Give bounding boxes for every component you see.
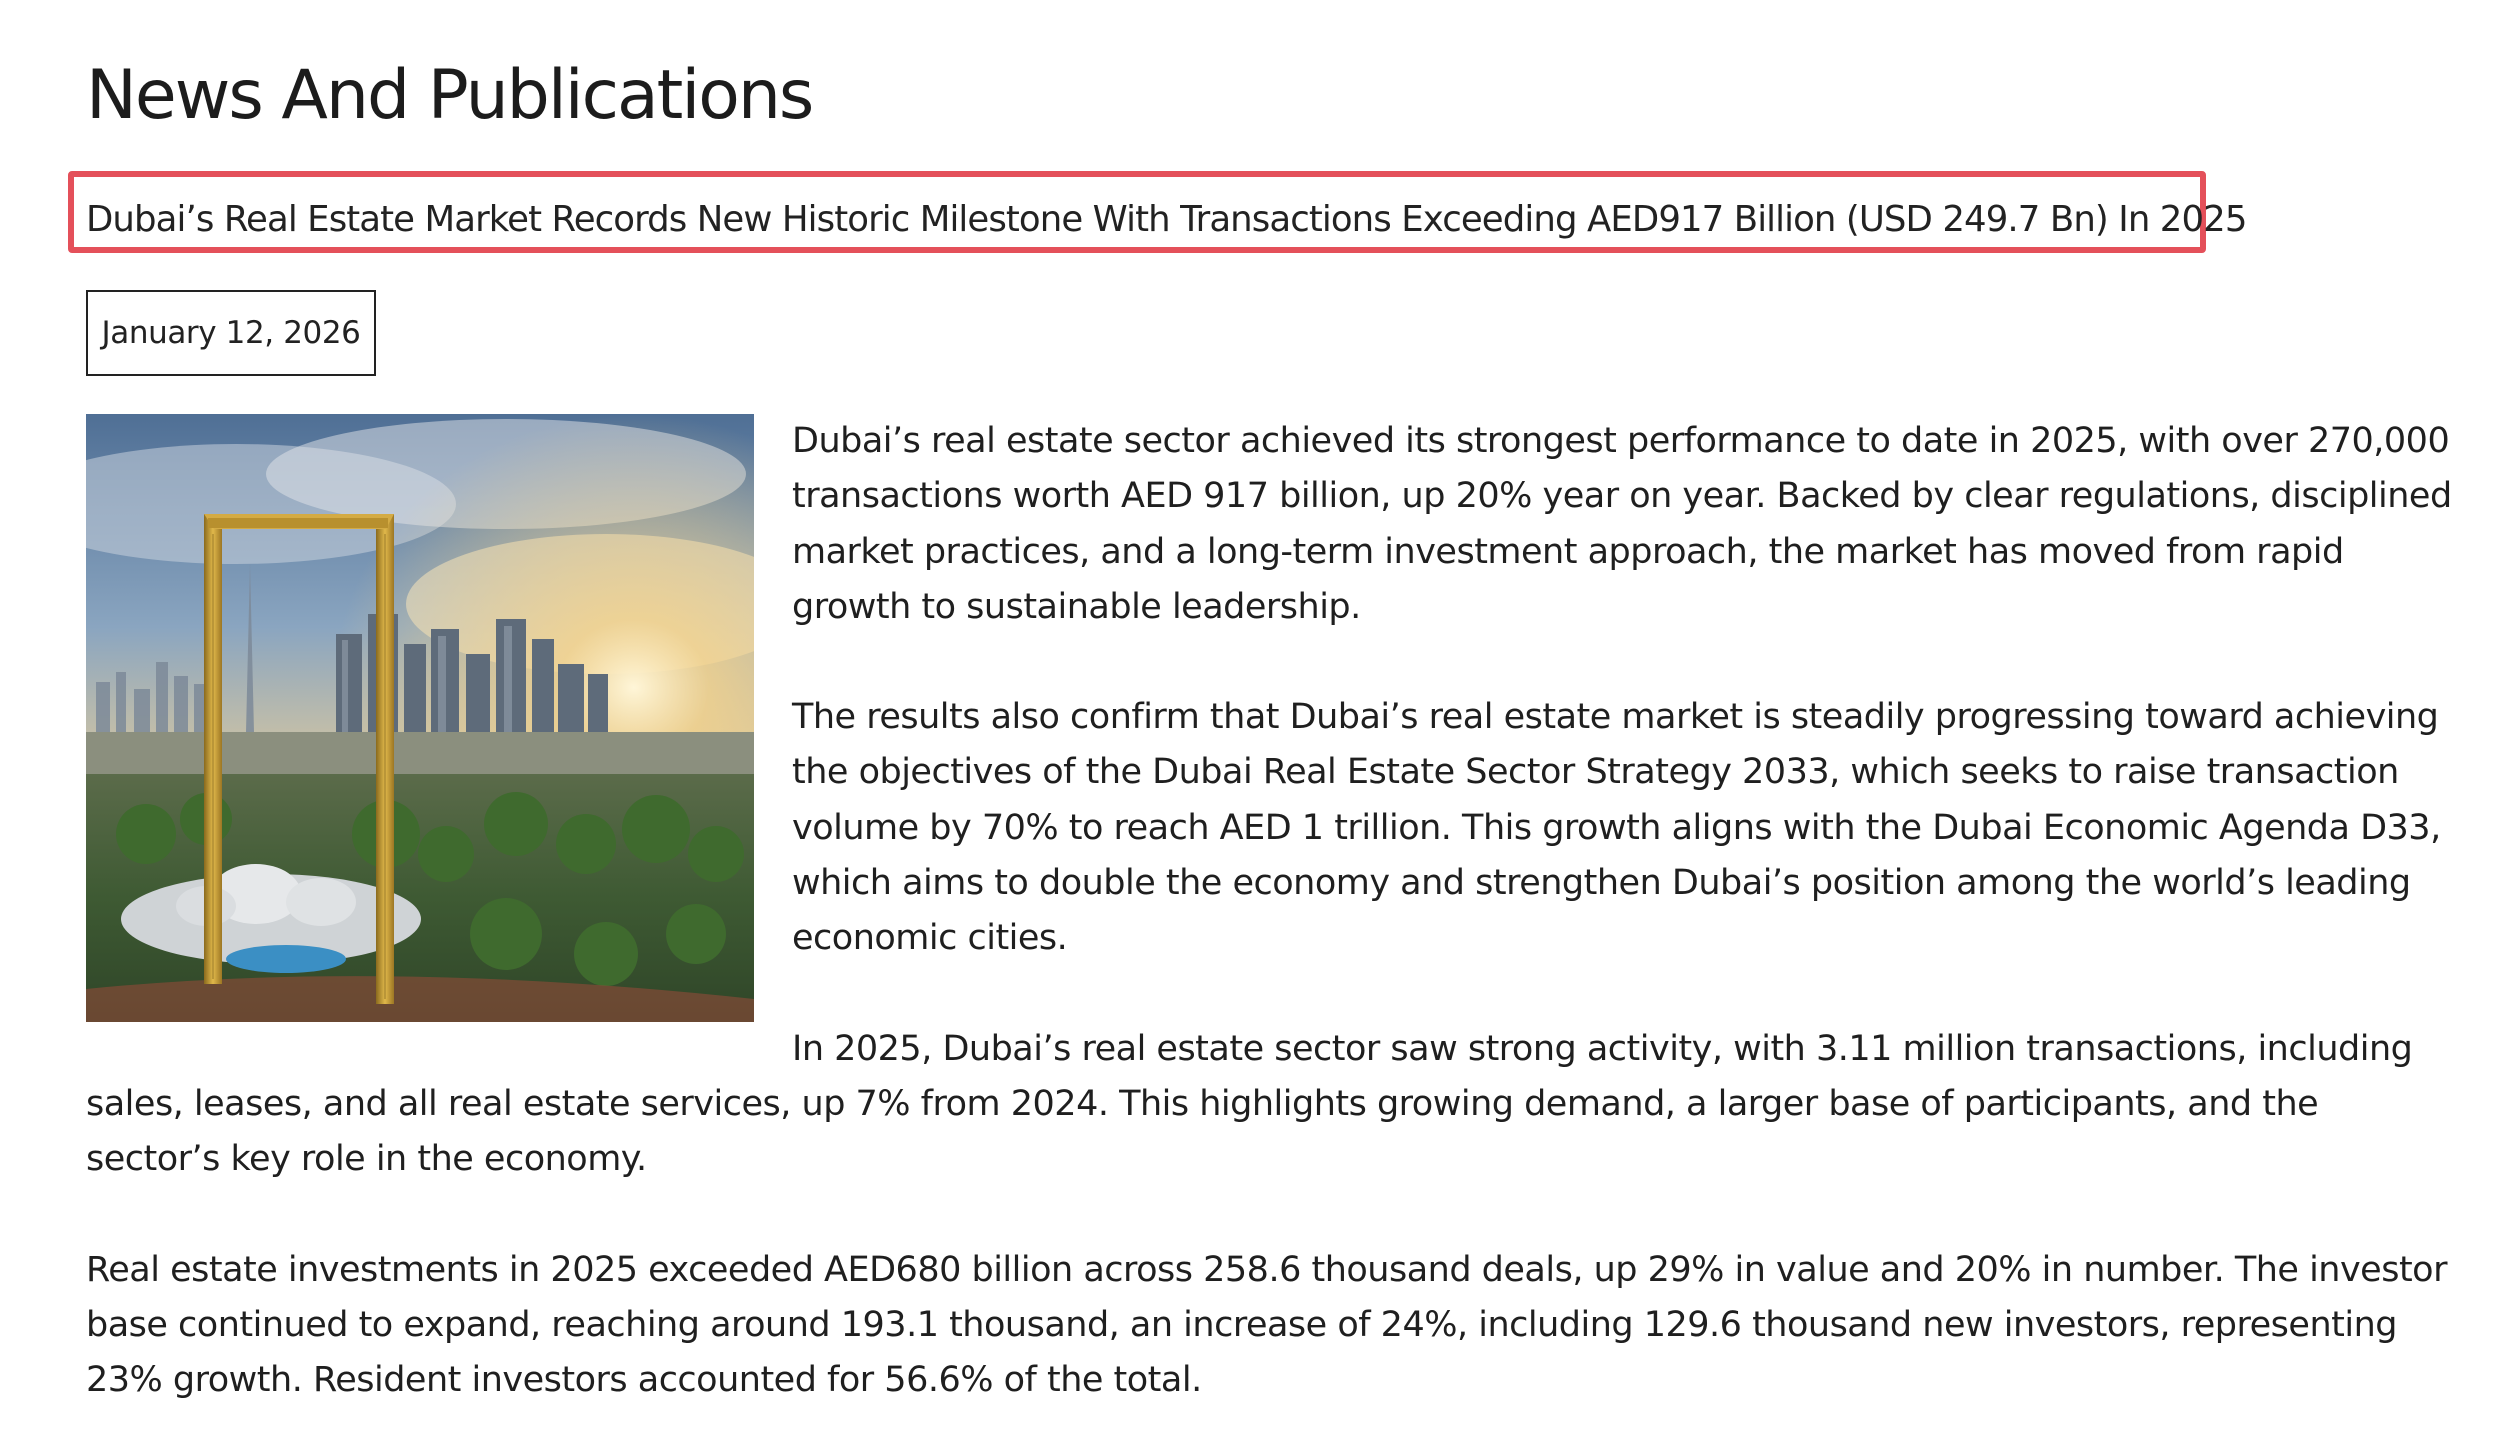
article-paragraph: In 2025, Dubai’s real estate sector saw strong activity, with 3.11 million transactions, including sales, leases, and all real estate services, up 7% from 2024. This highlights growing demand, a larger base of participants, and the sector’s key role in the economy.: [86, 1028, 2413, 1180]
article-body: [86, 414, 2456, 1452]
article-headline[interactable]: Dubai’s Real Estate Market Records New Historic Milestone With Transactions Exceeding AED917 Billion (USD 249.7 Bn) In 2025: [86, 199, 2247, 240]
article-paragraph: Real estate investments in 2025 exceeded AED680 billion across 258.6 thousand deals, up 29% in value and 20% in number. The investor base continued to expand, reaching around 193.1 thousand, an increase of 24%, including 129.6 thousand new investors, representing 23% growth. Resident investors accounted for 56.6% of the total.: [86, 1249, 2447, 1401]
page-title: News And Publications: [86, 56, 813, 135]
article-paragraph: Dubai’s real estate sector achieved its strongest performance to date in 2025, with over 270,000 transactions worth AED 917 billion, up 20% year on year. Backed by clear regulations, disciplined market practices, and a long-term investment approach, the market has moved from rapid growth to sustainable leadership.: [792, 421, 2452, 627]
article-paragraph: The results also confirm that Dubai’s real estate market is steadily progressing toward achieving the objectives of the Dubai Real Estate Sector Strategy 2033, which seeks to raise transaction volume by 70% to reach AED 1 trillion. This growth aligns with the Dubai Economic Agenda D33, which aims to double the economy and strengthen Dubai’s position among the world’s leading economic cities.: [792, 697, 2441, 959]
article-date: January 12, 2026: [86, 290, 376, 376]
image-spacer: [86, 414, 792, 1026]
